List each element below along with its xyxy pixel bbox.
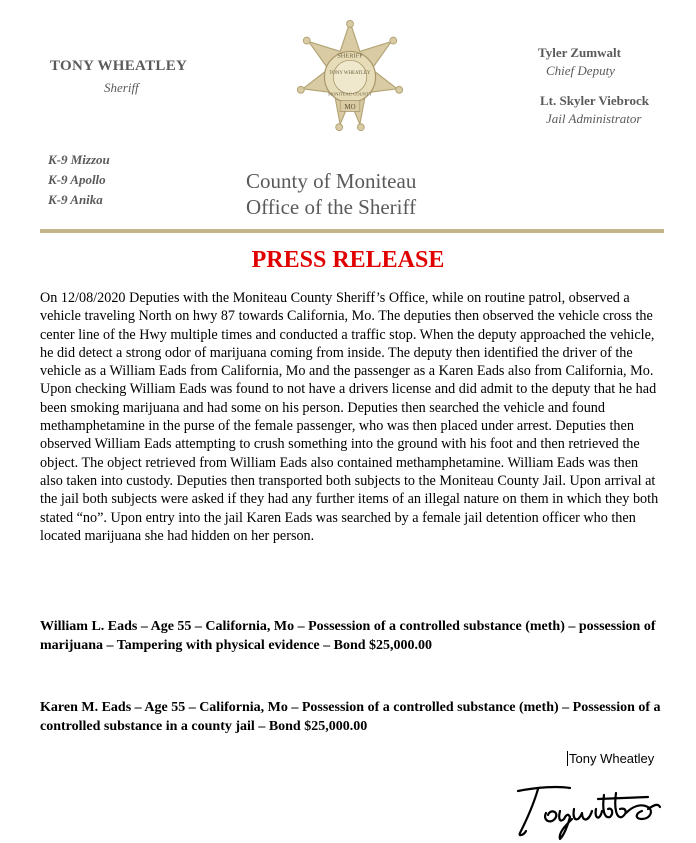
chief-deputy-title: Chief Deputy (546, 63, 615, 78)
sheriff-badge-icon (291, 18, 409, 136)
badge-ring-text: TONY WHEATLEY (329, 71, 371, 77)
header-divider (40, 229, 664, 233)
sheriff-title: Sheriff (104, 80, 139, 95)
office-name: Office of the Sheriff (246, 195, 417, 219)
chief-deputy-name: Tyler Zumwalt (538, 45, 621, 60)
badge-bottom-text: MONITEAU COUNTY (327, 91, 373, 97)
handwritten-signature-icon (508, 773, 668, 841)
sheriff-name: TONY WHEATLEY (50, 58, 188, 74)
charge-entry: William L. Eads – Age 55 – California, Mo – Possession of a controlled substance (meth) – possession of marijuana – Tampering with physical evidence – Bond $25,000.00 (40, 619, 656, 653)
signature-name: Tony Wheatley (569, 751, 655, 766)
press-release-heading: PRESS RELEASE (251, 247, 445, 273)
k9-unit: K-9 Mizzou (48, 152, 110, 167)
press-release-body: On 12/08/2020 Deputies with the Moniteau County Sheriff’s Office, while on routine patrol, observed a vehicle traveling North on hwy 87 towards California, Mo. The deputies then observed the vehicle cross the center line of the Hwy multiple times and conducted a traffic stop. When the deputy approached the vehicle, he did detect a strong odor of marijuana coming from inside. The deputy then identified the driver of the vehicle as a William Eads from California, Mo and the passenger as a Karen Eads also from California, Mo. Upon checking William Eads was found to not have a drivers license and did admit to the deputy that he had been smoking marijuana and had some on his person. Deputies then searched the vehicle and found methamphetamine in the purse of the female passenger, who was then placed under arrest. Deputies then observed William Eads attempting to crush something into the ground with his foot and then retrieved the object. The object retrieved from William Eads also contained methamphetamine. William Eads was then also taken into custody. Deputies then transported both subjects to the Moniteau County Jail. Upon arrival at the jail both subjects were asked if they had any further items of an illegal nature on them in which they both stated “no”. Upon entry into the jail Karen Eads was searched by a female jail detention officer who then located marijuana she had hidden on her person. (40, 290, 659, 544)
county-name: County of Moniteau (246, 169, 417, 193)
k9-unit: K-9 Anika (48, 192, 103, 207)
county-office-title (246, 168, 416, 220)
badge-top-text: SHERIFF (337, 52, 363, 60)
charge-entry: Karen M. Eads – Age 55 – California, Mo – Possession of a controlled substance (meth) – Possession of a controlled substance in a county jail – Bond $25,000.00 (40, 700, 661, 734)
k9-unit: K-9 Apollo (48, 172, 106, 187)
jail-admin-name: Lt. Skyler Viebrock (540, 93, 649, 108)
jail-admin-title: Jail Administrator (546, 111, 642, 126)
k9-unit-list (48, 150, 110, 210)
badge-state-text: MO (344, 103, 356, 111)
